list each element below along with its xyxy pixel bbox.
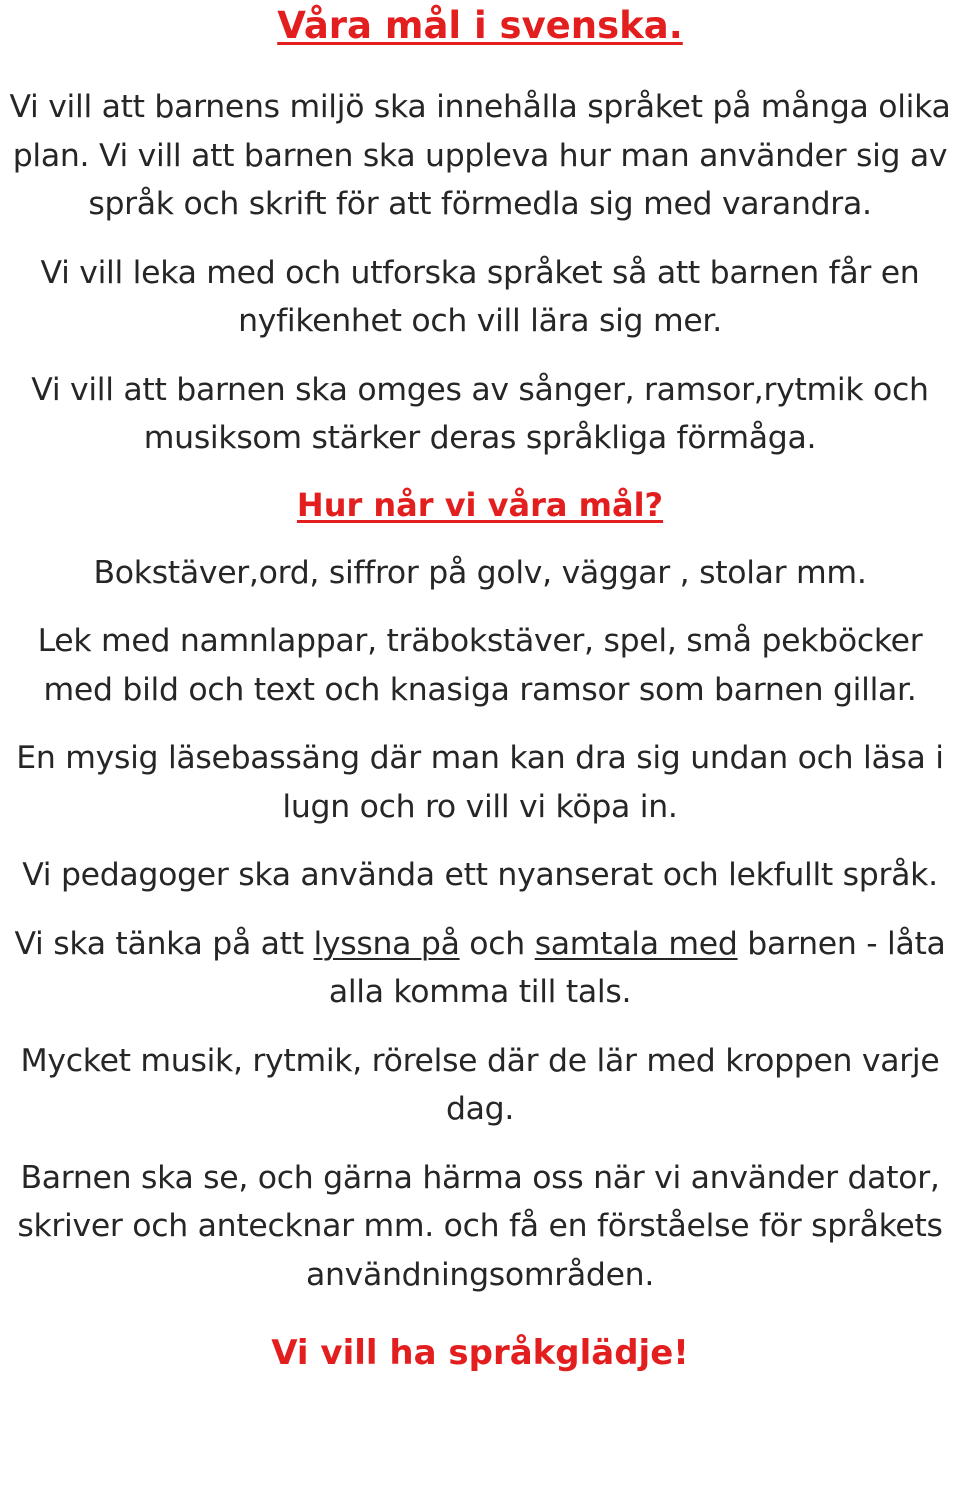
section-heading: Hur når vi våra mål? [296, 485, 664, 524]
converse-underlined-text: samtala med [534, 925, 738, 962]
method-paragraph-reading-corner: En mysig läsebassäng där man kan dra sig undan och läsa i lugn och ro vill vi köpa in. [16, 740, 944, 825]
method-paragraph-play: Lek med namnlappar, träbokstäver, spel, små pekböcker med bild och text och knasiga ramsor som barnen gillar. [37, 623, 923, 708]
intro-paragraph-explore: Vi vill leka med och utforska språket så att barnen får en nyfikenhet och vill lära sig mer. [40, 254, 920, 339]
listen-suffix: barnen - låta alla komma till tals. [328, 925, 946, 1010]
intro-paragraph-environment: Vi vill att barnens miljö ska innehålla språket på många olika plan. Vi vill att barnen ska uppleva hur man använder sig av språk och skrift för att förmedla sig med varandra. [9, 89, 951, 222]
listen-underlined-text: lyssna på [313, 925, 460, 962]
listen-middle: och [459, 925, 535, 962]
method-paragraph-pedagogues: Vi pedagoger ska använda ett nyanserat och lekfullt språk. [22, 857, 938, 893]
listen-prefix: Vi ska tänka på att [14, 925, 314, 962]
method-paragraph-imitate: Barnen ska se, och gärna härma oss när vi använder dator, skriver och antecknar mm. och få en förståelse för språkets användningsområden. [17, 1159, 943, 1293]
intro-paragraph-songs: Vi vill att barnen ska omges av sånger, ramsor,rytmik och musiksom stärker deras språkliga förmåga. [31, 371, 929, 456]
page-title: Våra mål i svenska. [277, 4, 683, 47]
closing-statement: Vi vill ha språkglädje! [271, 1333, 689, 1373]
method-paragraph-music: Mycket musik, rytmik, rörelse där de lär med kroppen varje dag. [20, 1042, 940, 1127]
method-paragraph-listen [4, 920, 956, 1017]
method-paragraph-letters: Bokstäver,ord, siffror på golv, väggar , stolar mm. [93, 554, 867, 591]
